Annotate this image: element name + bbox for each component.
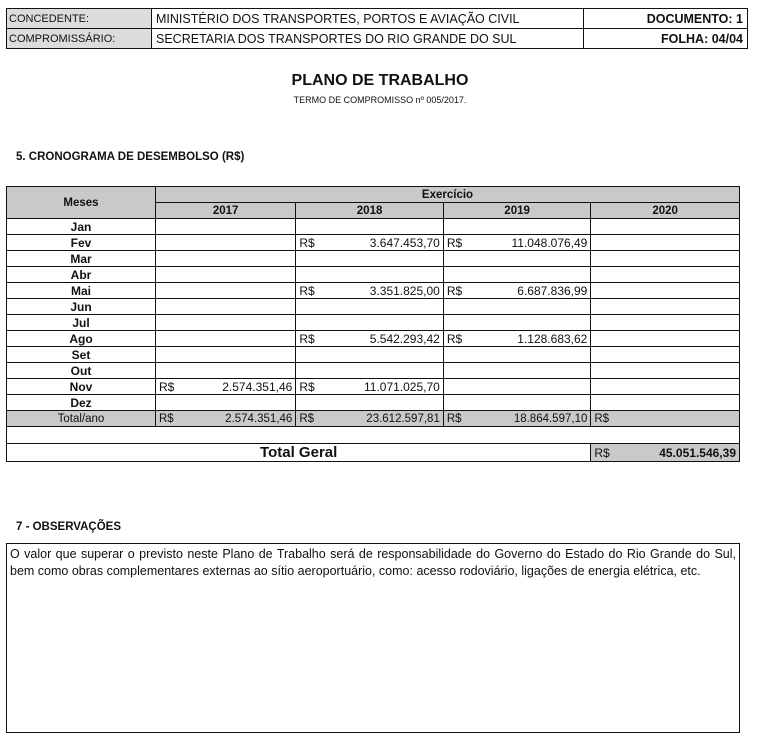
value-cell [591,219,740,235]
observacoes-box: O valor que superar o previsto neste Plano de Trabalho será de responsabilidade do Governo do Estado do Rio Grande do Sul, bem como obras complementares externas ao sítio aeroportuário, como: acesso rodoviário, ligações de energia elétrica, etc. [6,543,740,733]
section-7-title: 7 - OBSERVAÇÕES [16,521,122,533]
month-label: Nov [7,379,156,395]
month-row [7,219,740,235]
total-geral-value: R$ 45.051.546,39 [591,444,740,462]
value-cell [591,347,740,363]
value-cell [156,267,296,283]
total-ano-row [7,411,740,427]
value-cell [296,267,444,283]
value-cell [591,395,740,411]
month-row [7,379,740,395]
month-label: Mai [7,283,156,299]
value-cell: R$ 11.048.076,49 [443,235,591,251]
value-cell [296,251,444,267]
total-cell: R$ 18.864.597,10 [443,411,591,427]
total-cell: R$ [591,411,740,427]
value-cell: R$ 11.071.025,70 [296,379,444,395]
concedente-value: MINISTÉRIO DOS TRANSPORTES, PORTOS E AVIAÇÃO CIVIL [152,9,584,29]
value-cell: R$ 1.128.683,62 [443,331,591,347]
value-cell [591,283,740,299]
value-cell [156,347,296,363]
month-label: Fev [7,235,156,251]
month-row [7,267,740,283]
value-cell [591,331,740,347]
value-cell [591,379,740,395]
value-cell: R$ 6.687.836,99 [443,283,591,299]
value-cell [591,315,740,331]
value-cell: R$ 2.574.351,46 [156,379,296,395]
value-cell: R$ 3.647.453,70 [296,235,444,251]
month-label: Mar [7,251,156,267]
value-cell [156,283,296,299]
year-header: 2020 [591,203,740,219]
month-row [7,331,740,347]
value-cell [156,331,296,347]
month-label: Out [7,363,156,379]
value-cell [443,219,591,235]
value-cell [591,363,740,379]
total-cell: R$ 2.574.351,46 [156,411,296,427]
page-title: PLANO DE TRABALHO [291,72,469,89]
value-cell [591,251,740,267]
exercicio-header: Exercício [156,187,740,203]
value-cell [443,379,591,395]
value-cell [443,315,591,331]
meses-header: Meses [7,187,156,219]
year-header: 2019 [443,203,591,219]
cronograma-table [6,186,740,462]
concedente-label: CONCEDENTE: [7,9,152,29]
value-cell [156,395,296,411]
value-cell [443,299,591,315]
month-label: Jul [7,315,156,331]
month-label: Jan [7,219,156,235]
value-cell [296,395,444,411]
total-ano-label: Total/ano [7,411,156,427]
month-row [7,251,740,267]
value-cell [156,251,296,267]
value-cell [156,219,296,235]
value-cell: R$ 3.351.825,00 [296,283,444,299]
value-cell [443,251,591,267]
month-row [7,363,740,379]
value-cell: R$ 5.542.293,42 [296,331,444,347]
year-header: 2017 [156,203,296,219]
year-header: 2018 [296,203,444,219]
cronograma-body [7,219,740,411]
month-label: Ago [7,331,156,347]
value-cell [156,315,296,331]
compromissario-value: SECRETARIA DOS TRANSPORTES DO RIO GRANDE DO SUL [152,29,584,49]
month-row [7,283,740,299]
value-cell [443,347,591,363]
month-row [7,299,740,315]
month-label: Abr [7,267,156,283]
documento-number: DOCUMENTO: 1 [584,9,748,29]
folha-number: FOLHA: 04/04 [584,29,748,49]
value-cell [443,363,591,379]
page-subtitle: TERMO DE COMPROMISSO nº 005/2017. [293,95,467,105]
month-label: Set [7,347,156,363]
month-label: Jun [7,299,156,315]
header-table [6,8,748,49]
value-cell [296,347,444,363]
value-cell [156,363,296,379]
month-row [7,395,740,411]
value-cell [296,299,444,315]
month-label: Dez [7,395,156,411]
value-cell [296,315,444,331]
total-cell: R$ 23.612.597,81 [296,411,444,427]
total-geral-label: Total Geral [7,444,591,462]
value-cell [591,267,740,283]
value-cell [296,219,444,235]
spacer-row [7,427,740,444]
month-row [7,347,740,363]
compromissario-label: COMPROMISSÁRIO: [7,29,152,49]
value-cell [443,395,591,411]
total-geral-row [7,444,740,462]
value-cell [296,363,444,379]
value-cell [591,235,740,251]
value-cell [443,267,591,283]
value-cell [156,299,296,315]
value-cell [156,235,296,251]
month-row [7,235,740,251]
section-5-title: 5. CRONOGRAMA DE DESEMBOLSO (R$) [16,151,245,163]
month-row [7,315,740,331]
value-cell [591,299,740,315]
